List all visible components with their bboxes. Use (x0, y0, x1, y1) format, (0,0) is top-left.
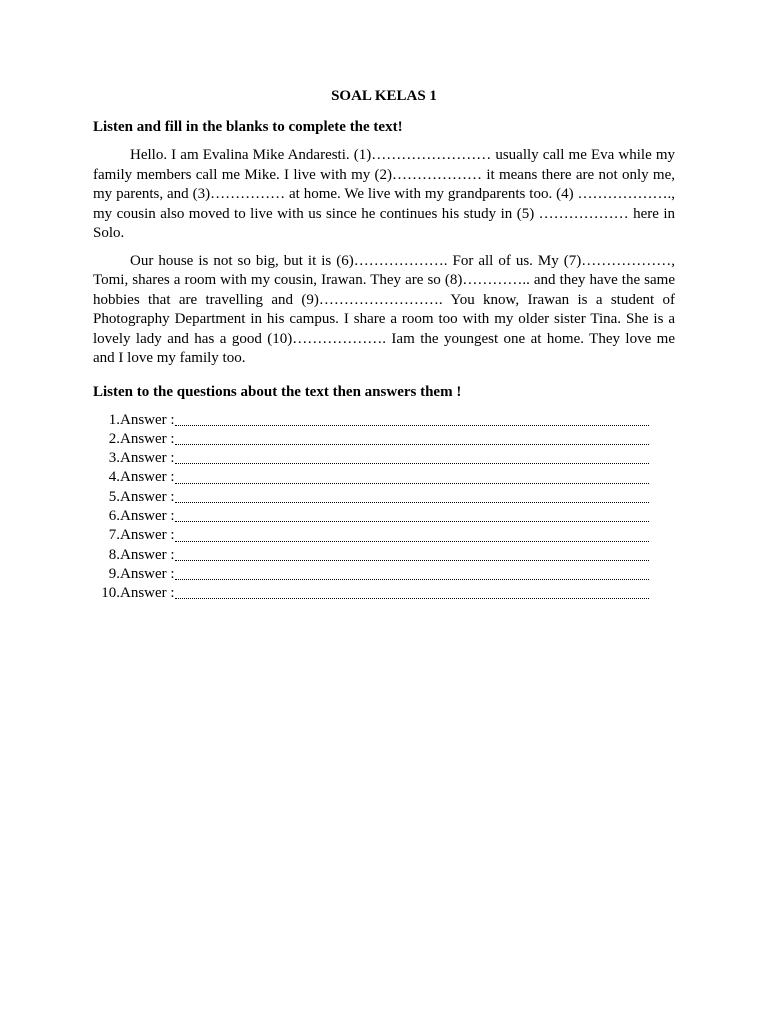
answer-label: Answer : (120, 488, 175, 505)
paragraph-1: Hello. I am Evalina Mike Andaresti. (1)…………………… usually call me Eva while my family members call me Mike. I live with my (2)……………… it means there are not only me, my parents, and (3)…………… at home. We live with my grandparents too. (4) ………………., my cousin also moved to live with us since he continues his study in (5) ……………… here in Solo. (93, 147, 675, 241)
answer-number: 9. (108, 565, 120, 582)
answer-item (93, 468, 675, 487)
answer-label: Answer : (120, 507, 175, 524)
answer-blank-line[interactable] (175, 502, 649, 503)
instruction-answer-questions: Listen to the questions about the text then answers them ! (93, 383, 462, 400)
answer-item (93, 488, 675, 507)
answer-number: 5. (108, 488, 120, 505)
answer-number: 10. (101, 585, 120, 602)
answer-number: 6. (108, 507, 120, 524)
answer-blank-line[interactable] (175, 463, 649, 464)
answer-label: Answer : (120, 585, 175, 602)
answer-item (93, 430, 675, 449)
answer-number: 7. (108, 527, 120, 544)
answer-item (93, 526, 675, 545)
answer-item (93, 546, 675, 565)
answer-item (93, 507, 675, 526)
answer-number: 2. (108, 430, 120, 447)
answer-number: 3. (108, 450, 120, 467)
answer-blank-line[interactable] (175, 598, 649, 599)
answer-number: 1. (108, 411, 120, 428)
answer-blank-line[interactable] (175, 541, 649, 542)
answer-number: 4. (108, 469, 120, 486)
answer-blank-line[interactable] (175, 560, 649, 561)
answer-item (93, 411, 675, 430)
paragraph-2: Our house is not so big, but it is (6)………………. For all of us. My (7)………………, Tomi, shares a room with my cousin, Irawan. They are so (8)………….. and they have the same hobbies that are travelling and (9)……………………. You know, Irawan is a student of Photography Department in his campus. I share a room too with my older sister Tina. She is a lovely lady and has a good (10)………………. Iam the youngest one at home. They love me and I love my family too. (93, 252, 675, 366)
answer-blank-line[interactable] (175, 579, 649, 580)
answer-blank-line[interactable] (175, 425, 649, 426)
instruction-fill-blanks: Listen and fill in the blanks to complete the text! (93, 119, 403, 135)
answer-blank-line[interactable] (175, 483, 649, 484)
answer-item (93, 449, 675, 468)
answer-item (93, 565, 675, 584)
answer-item (93, 584, 675, 603)
worksheet (93, 86, 675, 603)
answer-label: Answer : (120, 546, 175, 563)
answer-label: Answer : (120, 411, 175, 428)
answer-label: Answer : (120, 450, 175, 467)
answer-label: Answer : (120, 565, 175, 582)
answer-blank-line[interactable] (175, 444, 649, 445)
answer-number: 8. (108, 546, 120, 563)
page-title: SOAL KELAS 1 (331, 88, 437, 104)
answer-label: Answer : (120, 527, 175, 544)
answer-blank-line[interactable] (175, 521, 649, 522)
answer-list (93, 411, 675, 604)
answer-label: Answer : (120, 469, 175, 486)
answer-label: Answer : (120, 430, 175, 447)
